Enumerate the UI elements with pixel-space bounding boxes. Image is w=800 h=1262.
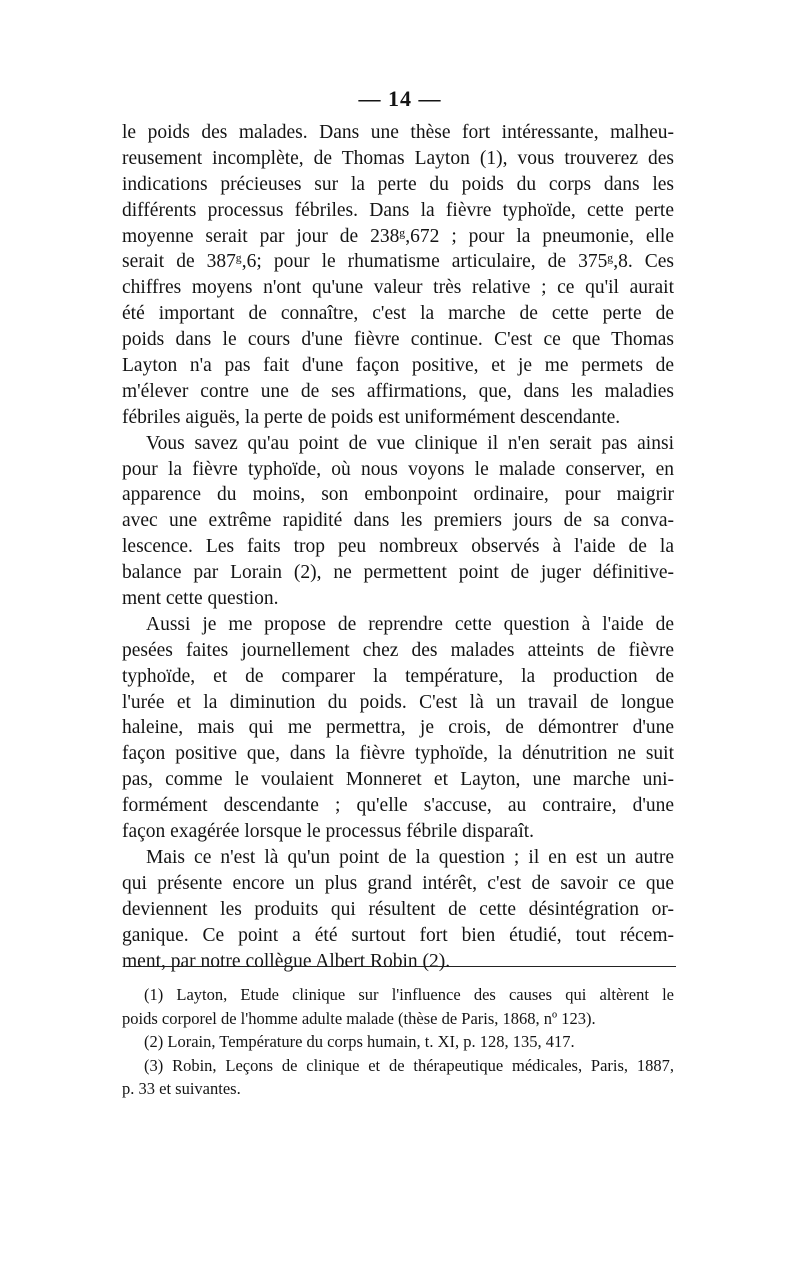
text-line: Aussi je me propose de reprendre cette question à l'aide de xyxy=(146,613,674,635)
text-line: reusement incomplète, de Thomas Layton (1), vous trouverez des xyxy=(122,147,674,169)
text-line: fébriles aiguës, la perte de poids est uniformément descendante. xyxy=(122,406,621,428)
text-line: Layton n'a pas fait d'une façon positive, et je me permets de xyxy=(122,355,674,377)
text-line: Mais ce n'est là qu'un point de la question ; il en est un autre xyxy=(146,846,674,868)
footnote-line: p. 33 et suivantes. xyxy=(122,1079,241,1098)
text-line: m'élever contre une de ses affirmations, que, dans les maladies xyxy=(122,380,674,402)
paragraph xyxy=(122,612,674,845)
text-line: lescence. Les faits trop peu nombreux observés à l'aide de la xyxy=(122,536,674,558)
text-line: balance par Lorain (2), ne permettent point de juger définitive- xyxy=(122,562,674,584)
text-line: qui présente encore un plus grand intérêt, c'est de savoir ce que xyxy=(122,872,674,894)
text-line: été important de connaître, c'est la marche de cette perte de xyxy=(122,303,674,325)
text-line: différents processus fébriles. Dans la fièvre typhoïde, cette perte xyxy=(122,199,674,221)
paragraph xyxy=(122,120,674,431)
footnote-divider xyxy=(126,966,676,967)
text-line: pour la fièvre typhoïde, où nous voyons le malade conserver, en xyxy=(122,458,674,480)
text-line: indications précieuses sur la perte du poids du corps dans les xyxy=(122,173,674,195)
text-line: ment, par notre collègue Albert Robin (2). xyxy=(122,950,451,972)
text-line: typhoïde, et de comparer la température, la production de xyxy=(122,665,674,687)
text-line: pesées faites journellement chez des malades atteints de fièvre xyxy=(122,639,674,661)
page-number: — 14 — xyxy=(358,86,442,111)
text-line: haleine, mais qui me permettra, je crois, de démontrer d'une xyxy=(122,717,674,739)
text-line: chiffres moyens n'ont qu'une valeur très relative ; ce qu'il aurait xyxy=(122,277,674,299)
text-line: serait de 387ᵍ,6; pour le rhumatisme articulaire, de 375ᵍ,8. Ces xyxy=(122,251,674,273)
text-line: l'urée et la diminution du poids. C'est là un travail de longue xyxy=(122,691,674,713)
footnote-line: (3) Robin, Leçons de clinique et de thérapeutique médicales, Paris, 1887, xyxy=(144,1055,674,1075)
text-line: formément descendante ; qu'elle s'accuse, au contraire, d'une xyxy=(122,795,674,817)
footnote xyxy=(122,983,674,1030)
text-line: ment cette question. xyxy=(122,588,279,610)
footnote xyxy=(122,1030,674,1054)
text-line: pas, comme le voulaient Monneret et Layton, une marche uni- xyxy=(122,769,674,791)
text-line: deviennent les produits qui résultent de cette désintégration or- xyxy=(122,898,674,920)
footnote-line: poids corporel de l'homme adulte malade (thèse de Paris, 1868, nº 123). xyxy=(122,1008,596,1028)
text-line: Vous savez qu'au point de vue clinique il n'en serait pas ainsi xyxy=(146,432,674,454)
text-line: façon exagérée lorsque le processus fébrile disparaît. xyxy=(122,821,535,843)
footnotes xyxy=(122,983,674,1101)
text-line: le poids des malades. Dans une thèse fort intéressante, malheu- xyxy=(122,122,674,143)
text-line: façon positive que, dans la fièvre typhoïde, la dénutrition ne suit xyxy=(122,743,674,765)
paragraph xyxy=(122,845,674,974)
text-line: moyenne serait par jour de 238ᵍ,672 ; pour la pneumonie, elle xyxy=(122,225,674,247)
body-text xyxy=(122,120,674,974)
text-line: poids dans le cours d'une fièvre continue. C'est ce que Thomas xyxy=(122,329,674,351)
footnote xyxy=(122,1054,674,1101)
footnote-line: (1) Layton, Etude clinique sur l'influence des causes qui altèrent le xyxy=(144,985,674,1004)
paragraph xyxy=(122,431,674,612)
footnote-line: (2) Lorain, Température du corps humain, t. XI, p. 128, 135, 417. xyxy=(144,1032,575,1051)
text-line: ganique. Ce point a été surtout fort bien étudié, tout récem- xyxy=(122,924,674,946)
text-line: apparence du moins, son embonpoint ordinaire, pour maigrir xyxy=(122,484,674,506)
text-line: avec une extrême rapidité dans les premiers jours de sa conva- xyxy=(122,510,674,532)
